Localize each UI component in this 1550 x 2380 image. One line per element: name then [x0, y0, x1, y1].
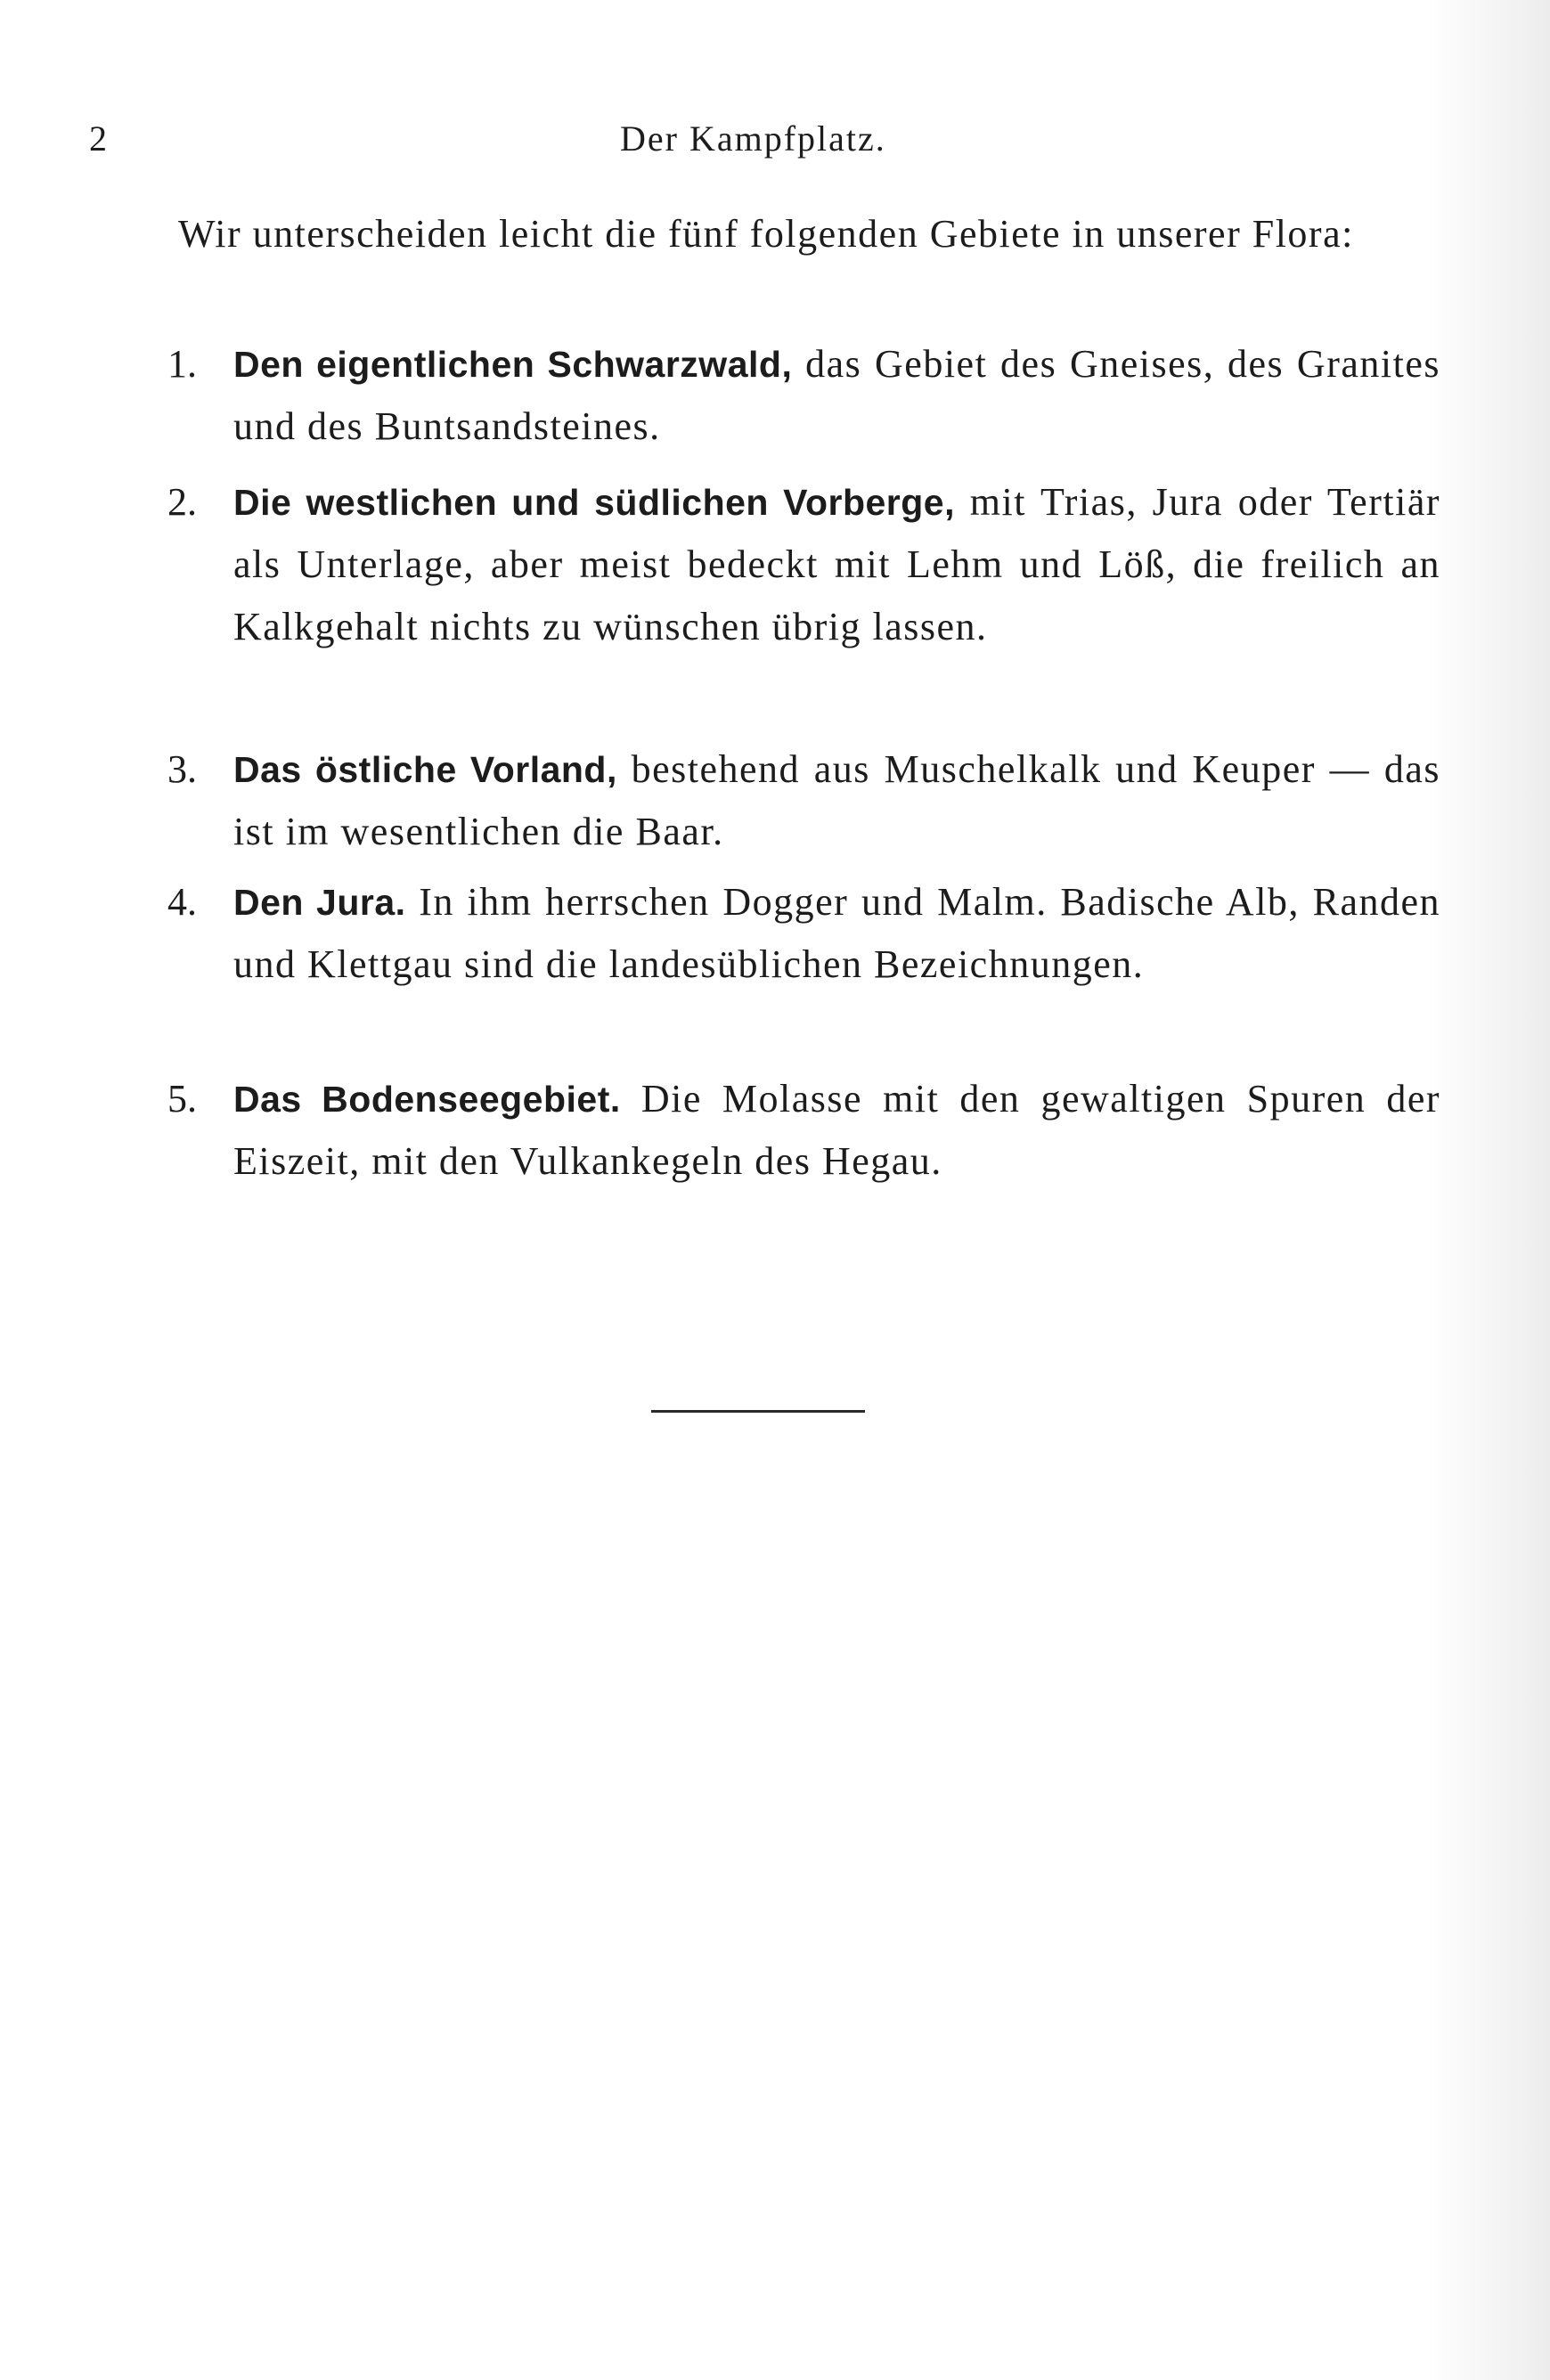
- section-end-rule: [651, 1410, 865, 1413]
- page-number: 2: [89, 118, 108, 159]
- list-item: [167, 738, 1441, 863]
- item-body: In ihm herrschen Dogger und Malm. Badische Alb, Randen und Klettgau sind die landesüblichen Bezeichnungen.: [233, 880, 1440, 986]
- item-heading: Die westlichen und südlichen Vorberge,: [233, 482, 955, 523]
- list-item: [167, 471, 1440, 658]
- item-heading: Das östliche Vorland,: [233, 749, 617, 790]
- item-number: 2.: [167, 480, 197, 524]
- item-number: 3.: [167, 747, 197, 791]
- item-body: Die Molasse mit den gewaltigen Spuren der Eiszeit, mit den Vulkankegeln des Hegau.: [233, 1077, 1440, 1183]
- item-body: das Gebiet des Gneises, des Granites und des Buntsandsteines.: [233, 342, 1440, 448]
- running-title: Der Kampfplatz.: [620, 118, 886, 159]
- item-text: [233, 333, 1440, 458]
- item-heading: Das Bodenseegebiet.: [233, 1079, 621, 1120]
- item-text: [233, 471, 1440, 658]
- list-item: [167, 871, 1440, 996]
- list-item: [167, 1068, 1440, 1193]
- item-text: [233, 871, 1440, 996]
- item-body: bestehend aus Muschelkalk und Keuper — das ist im wesentlichen die Baar.: [233, 747, 1441, 853]
- item-number: 1.: [167, 342, 197, 386]
- item-body: mit Trias, Jura oder Tertiär als Unterlage, aber meist bedeckt mit Lehm und Löß, die freilich an Kalkgehalt nichts zu wünschen übrig lassen.: [233, 480, 1440, 648]
- item-text: [233, 1068, 1440, 1193]
- item-heading: Den eigentlichen Schwarzwald,: [233, 344, 793, 385]
- item-number: 5.: [167, 1077, 197, 1121]
- list-item: [167, 333, 1440, 458]
- item-heading: Den Jura.: [233, 882, 406, 923]
- item-text: [233, 738, 1440, 863]
- item-number: 4.: [167, 880, 197, 924]
- intro-paragraph: Wir unterscheiden leicht die fünf folgenden Gebiete in unserer Flora:: [178, 212, 1354, 256]
